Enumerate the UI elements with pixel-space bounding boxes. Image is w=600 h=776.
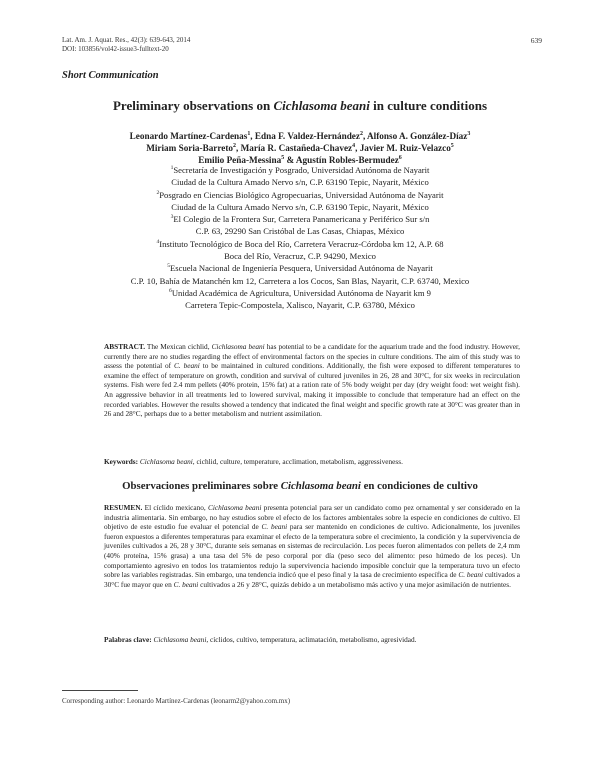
spanish-title (0, 480, 600, 492)
resumen-text: cultivados a 30°C fue mayor que en (104, 570, 520, 589)
author-sep: , (236, 143, 241, 153)
author: María R. Castañeda-Chavez (240, 143, 353, 153)
affiliation-line: Instituto Tecnológico de Boca del Río, Carretera Veracruz-Córdoba km 12, A.P. 68 (159, 238, 444, 249)
author-affil-mark: 3 (467, 130, 471, 137)
spanish-title-suffix: en condiciones de cultivo (360, 480, 478, 492)
author-sep: , (355, 143, 360, 153)
title-prefix: Preliminary observations on (112, 98, 274, 113)
abstract-text: has potential to be a candidate for the aquarium trade and the food industry. However, currently there are no studies regarding the effect of environmental factors on the species in culture conditions. The aim of this study was to assess the potential of (104, 342, 521, 371)
author-affil-mark: 5 (450, 142, 454, 149)
affiliation-number: 3 (170, 214, 174, 221)
affiliation-line: El Colegio de la Frontera Sur, Carretera Panamericana y Periférico Sur s/n (173, 214, 430, 225)
abstract (104, 342, 520, 419)
author: Agustín Robles-Bermudez (295, 155, 399, 165)
affiliation-1 (62, 164, 538, 189)
journal-header (62, 36, 190, 54)
affiliation-4 (62, 238, 538, 263)
resumen-species: C. beani (458, 570, 484, 580)
affiliation-3 (62, 213, 538, 238)
author-sep: , (362, 131, 368, 141)
abstract-species: Cichlasoma beani (211, 342, 265, 351)
journal-citation: Lat. Am. J. Aquat. Res., 42(3): 639-643, 2014 (62, 36, 191, 44)
affiliation-line: Ciudad de la Cultura Amado Nervo s/n, C.P. 63190 Tepic, Nayarit, México (171, 201, 429, 212)
author-affil-mark: 6 (398, 154, 402, 161)
spanish-title-species: Cichlasoma beani (280, 480, 361, 492)
affiliation-line: Ciudad de la Cultura Amado Nervo s/n, C.P. 63190 Tepic, Nayarit, México (171, 177, 429, 188)
paper-title (0, 98, 600, 114)
keywords (104, 457, 520, 467)
palabras-species: Cichlasoma beani (153, 635, 207, 644)
affiliation-line: C.P. 63, 29290 San Cristóbal de Las Casas, Chiapas, México (195, 226, 405, 237)
abstract-label: ABSTRACT. (104, 342, 146, 351)
resumen-text: El cíclido mexicano, (142, 503, 209, 512)
title-suffix: in culture conditions (369, 98, 488, 113)
keywords-species: Cichlasoma beani (139, 457, 193, 466)
author: Emilio Peña-Messina (198, 155, 282, 165)
author-list (62, 130, 538, 166)
affiliation-2 (62, 189, 538, 214)
resumen-species: Cichlasoma beani (208, 503, 262, 512)
author-affil-mark: 1 (247, 130, 251, 137)
affiliation-number: 2 (156, 189, 160, 196)
footnote-divider (62, 690, 138, 691)
author-affil-mark: 5 (281, 154, 285, 161)
affiliation-6 (62, 287, 538, 312)
author-affil-mark: 4 (352, 142, 356, 149)
affiliation-line: Posgrado en Ciencias Biológico Agropecuarias, Universidad Autónoma de Nayarit (159, 189, 444, 200)
palabras-clave (104, 635, 520, 645)
resumen-text: cultivados a 26 y 28°C, quizás debido a un metabolismo más activo y una mejor asimilación de nutrientes. (198, 579, 511, 589)
affiliation-5 (62, 262, 538, 287)
author: Miriam Soria-Barreto (146, 143, 234, 153)
author: Edna F. Valdez-Hernández (254, 131, 360, 141)
palabras-label: Palabras clave: (104, 635, 152, 644)
affiliation-line: Secretaría de Investigación y Posgrado, Universidad Autónoma de Nayarit (173, 165, 430, 175)
resumen-species: C. beani (261, 522, 288, 532)
affiliation-number: 5 (167, 263, 171, 270)
resumen-species: C. beani (173, 579, 199, 589)
affiliation-line: Boca del Río, Veracruz, C.P. 94290, Mexico (224, 251, 376, 262)
author-affil-mark: 2 (359, 130, 363, 137)
affiliation-number: 1 (170, 165, 174, 172)
author: Alfonso A. González-Díaz (367, 131, 468, 141)
section-label: Short Communication (62, 70, 159, 81)
author-sep: , (250, 131, 255, 141)
author-line-1 (62, 130, 538, 142)
keywords-text: , cichlid, culture, temperature, acclimation, metabolism, aggressiveness. (192, 457, 403, 466)
abstract-species: C. beani (173, 361, 200, 371)
affiliation-list (62, 164, 538, 312)
corresponding-author-footnote: Corresponding author: Leonardo Martínez-Cardenas (leonarm2@yahoo.com.mx) (62, 697, 291, 705)
abstract-text: to be maintained in cultured conditions. Additionally, the fish were exposed to different temperatures to examine the effect of temperature on growth, condition and survival of cultured juveniles in 26, 28 and 30°C, for six weeks in recirculation systems. Fish were fed 2.4 mm pellets (40% protein, 15% fat) at a ration rate of 5% body weight per day (dry weight food: wet weight fish). An aggressive behavior in all treatments led to lowered survival, making it impossible to conclude that temperature had an effect on the recorded variables. However the results showed a tendency that indicated the final weight and specific growth rate at 30°C was greater than in 26 and 28°C, perhaps due to a better metabolism and nutrient assimilation. (104, 361, 520, 419)
resumen-text: presenta potencial para ser un candidato como pez ornamental y ser considerado en la industria alimentaria. Sin embargo, no hay estudios sobre el efecto de los factores ambientales sobre la especie en condiciones de cultivo. El objetivo de este estudio fue evaluar el potencial de (104, 503, 520, 532)
affiliation-line: Unidad Académica de Agricultura, Universidad Autónoma de Nayarit km 9 (171, 287, 431, 298)
affiliation-number: 6 (169, 288, 172, 295)
spanish-title-prefix: Observaciones preliminares sobre (122, 480, 281, 492)
author-affil-mark: 2 (233, 142, 237, 149)
resumen (104, 503, 520, 589)
journal-doi: DOI: 103856/vol42-issue3-fulltext-20 (62, 45, 169, 53)
page-number: 639 (530, 36, 542, 45)
palabras-text: , cíclidos, cultivo, temperatura, aclimatación, metabolismo, agresividad. (206, 635, 417, 644)
affiliation-line: C.P. 10, Bahía de Matanchén km 12, Carretera a los Cocos, San Blas, Nayarit, C.P. 63740, Mexico (130, 275, 470, 286)
title-species: Cichlasoma beani (273, 98, 370, 113)
author: Javier M. Ruiz-Velazco (359, 143, 451, 153)
keywords-label: Keywords: (104, 457, 139, 466)
author: Leonardo Martínez-Cardenas (129, 131, 248, 141)
abstract-text: The Mexican cichlid, (145, 342, 212, 351)
resumen-label: RESUMEN. (104, 503, 143, 512)
author-line-2 (62, 142, 538, 154)
author-sep: & (284, 155, 296, 165)
affiliation-line: Escuela Nacional de Ingeniería Pesquera, Universidad Autónoma de Nayarit (170, 263, 433, 274)
affiliation-line: Carretera Tepic-Compostela, Xalisco, Nayarit, C.P. 63780, México (185, 300, 415, 311)
affiliation-number: 4 (156, 238, 160, 245)
resumen-text: para ser mantenido en condiciones de cultivo. Adicionalmente, los juveniles fueron expuestos a diferentes temperaturas para examinar el efecto de la temperatura sobre el crecimiento, la condición y la supervivencia de juveniles cultivados a 26, 28 y 30°C, durante seis semanas en sistemas de recirculación. Los peces fueron alimentados con pellets de 2,4 mm (40% proteína, 15% grasa) a una tasa del 5% de peso corporal por día (peso seco del alimento: peso húmedo de los peces). Un comportamiento agresivo en todos los tratamientos redujo la supervivencia haciendo imposible concluir que la temperatura tuvo un efecto sobre las variables registradas. Sin embargo, una tendencia indicó que el peso final y la tasa de crecimiento específica de (104, 522, 520, 580)
